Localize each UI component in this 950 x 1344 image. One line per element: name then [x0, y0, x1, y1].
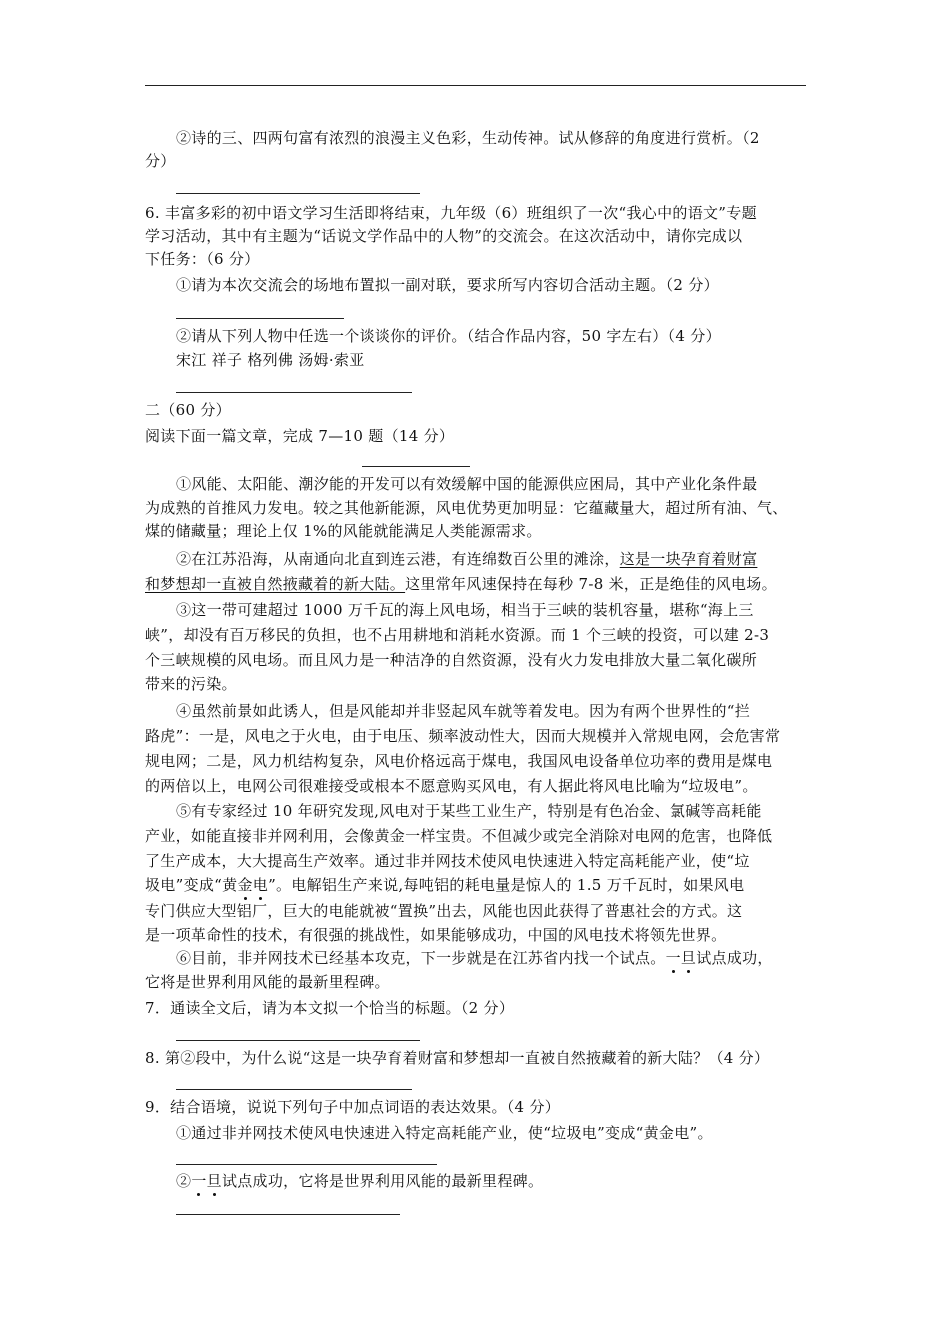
article-p5-line2: 产业，如能直接非并网利用，会像黄金一样宝贵。不但减少或完全消除对电网的危害，也降低 [145, 827, 773, 845]
p5-l4-text-a: 圾电”变成“黄 [145, 876, 238, 894]
article-p5-line4 [145, 874, 744, 896]
p6-l1-text-a: ⑥目前，非并网技术已经基本攻克，下一步就是在江苏省内找一个试点。 [176, 949, 666, 967]
q5-sub2-line1: ②诗的三、四两句富有浓烈的浪漫主义色彩，生动传神。试从修辞的角度进行赏析。（2 [176, 129, 760, 147]
article-p2-line2 [145, 573, 777, 595]
question-9-sub2 [176, 1170, 543, 1192]
q9-sub2-text-b: 试点成功，它将是世界利用风能的最新里程碑。 [221, 1172, 544, 1190]
article-p4-line4: 的两倍以上，电网公司很难接受或根本不愿意购买风电，有人据此将风电比喻为“垃圾电”。 [145, 777, 758, 795]
question-8: 8. 第②段中，为什么说“这是一块孕育着财富和梦想却一直被自然掖藏着的新大陆？（4 分） [145, 1049, 770, 1067]
article-p4-line2: 路虎”：一是，风电之于火电，由于电压、频率波动性大，因而大规模并入常规电网，会危害常 [145, 727, 781, 745]
q6-sub1: ①请为本次交流会的场地布置拟一副对联，要求所写内容切合活动主题。（2 分） [176, 276, 719, 294]
article-p6-line2: 它将是世界利用风能的最新里程碑。 [145, 973, 390, 991]
q9-sub1-answer-blank[interactable] [176, 1164, 437, 1165]
q6-line3: 下任务：（6 分） [145, 250, 260, 268]
q6-sub2-answer-blank[interactable] [176, 392, 412, 393]
q5-sub2-line2: 分） [145, 152, 176, 170]
p2-text-b: 这里常年风速保持在每秒 7-8 米，正是绝佳的风电场。 [405, 575, 777, 593]
q8-answer-blank[interactable] [176, 1089, 412, 1090]
article-p1-line2: 为成熟的首推风力发电。较之其他新能源，风电优势更加明显：它蕴藏量大，超过所有油、气、 [145, 499, 788, 517]
q6-sub1-answer-blank[interactable] [176, 318, 344, 319]
p2-underlined-b: 和梦想却一直被自然掖藏着的新大陆。 [145, 575, 406, 593]
q6-sub2: ②请从下列人物中任选一个谈谈你的评价。（结合作品内容，50 字左右）（4 分） [176, 327, 721, 345]
q6-characters: 宋江 祥子 格列佛 汤姆·索亚 [176, 351, 365, 369]
q7-answer-blank[interactable] [176, 1040, 420, 1041]
article-title-blank[interactable] [362, 466, 470, 467]
article-p4-line1: ④虽然前景如此诱人，但是风能却并非竖起风车就等着发电。因为有两个世界性的“拦 [176, 702, 751, 720]
article-p2-line1 [176, 548, 757, 570]
q9-sub2-answer-blank[interactable] [176, 1214, 400, 1215]
emphasis-dot-dian: 电 [252, 876, 269, 894]
emphasis-dot-dan-2: 旦 [206, 1172, 222, 1190]
section2-intro: 阅读下面一篇文章，完成 7—10 题（14 分） [145, 427, 455, 445]
article-p3-line1: ③这一带可建超过 1000 万千瓦的海上风电场，相当于三峡的装机容量，堪称“海上三 [176, 601, 754, 619]
q9-sub2-text-a: ② [176, 1172, 192, 1190]
emphasis-dot-dan: 旦 [680, 949, 697, 967]
question-9-sub1: ①通过非并网技术使风电快速进入特定高耗能产业，使“垃圾电”变成“黄金电”。 [176, 1124, 713, 1142]
article-p5-line1: ⑤有专家经过 10 年研究发现,风电对于某些工业生产，特别是有色冶金、氯碱等高耗能 [176, 802, 762, 820]
q6-line2: 学习活动，其中有主题为“话说文学作品中的人物”的交流会。在这次活动中，请你完成以 [145, 227, 743, 245]
article-p5-line3: 了生产成本，大大提高生产效率。通过非并网技术使风电快速进入特定高耗能产业，使“垃 [145, 852, 750, 870]
emphasis-dot-yi: 一 [665, 949, 681, 967]
article-p3-line3: 个三峡规模的风电场。而且风力是一种洁净的自然资源，没有火力发电排放大量二氧化碳所 [145, 651, 758, 669]
article-p3-line2: 峡”，却没有百万移民的负担，也不占用耕地和消耗水资源。而 1 个三峡的投资，可以建 2-3 [145, 626, 770, 644]
q5-answer-blank[interactable] [176, 193, 420, 194]
p2-underlined-a: 这是一块孕育着财富 [619, 550, 758, 568]
emphasis-dot-jin: 金 [237, 876, 253, 894]
p5-l4-text-b: ”。电解铝生产来说,每吨铝的耗电量是惊人的 1.5 万千瓦时，如果风电 [268, 876, 745, 894]
article-p5-line6: 是一项革命性的技术，有很强的挑战性，如果能够成功，中国的风电技术将领先世界。 [145, 926, 727, 944]
emphasis-dot-yi-2: 一 [191, 1172, 207, 1190]
article-p1-line3: 煤的储藏量；理论上仅 1%的风能就能满足人类能源需求。 [145, 522, 542, 540]
question-9: 9．结合语境，说说下列句子中加点词语的表达效果。（4 分） [145, 1098, 561, 1116]
question-7: 7．通读全文后，请为本文拟一个恰当的标题。（2 分） [145, 999, 515, 1017]
p2-text-a: ②在江苏沿海，从南通向北直到连云港，有连绵数百公里的滩涂， [176, 550, 620, 568]
article-p5-line5: 专门供应大型铝厂，巨大的电能就被“置换”出去，风能也因此获得了普惠社会的方式。这 [145, 902, 743, 920]
p6-l1-text-b: 试点成功， [696, 949, 773, 967]
header-rule [145, 85, 806, 86]
section2-heading: 二（60 分） [145, 401, 231, 419]
article-p4-line3: 规电网；二是，风力机结构复杂，风电价格远高于煤电，我国风电设备单位功率的费用是煤电 [145, 752, 773, 770]
article-p1-line1: ①风能、太阳能、潮汐能的开发可以有效缓解中国的能源供应困局，其中产业化条件最 [176, 475, 758, 493]
article-p3-line4: 带来的污染。 [145, 675, 237, 693]
q6-line1: 6. 丰富多彩的初中语文学习生活即将结束，九年级（6）班组织了一次“我心中的语文”专题 [145, 204, 757, 222]
article-p6-line1 [176, 947, 773, 969]
